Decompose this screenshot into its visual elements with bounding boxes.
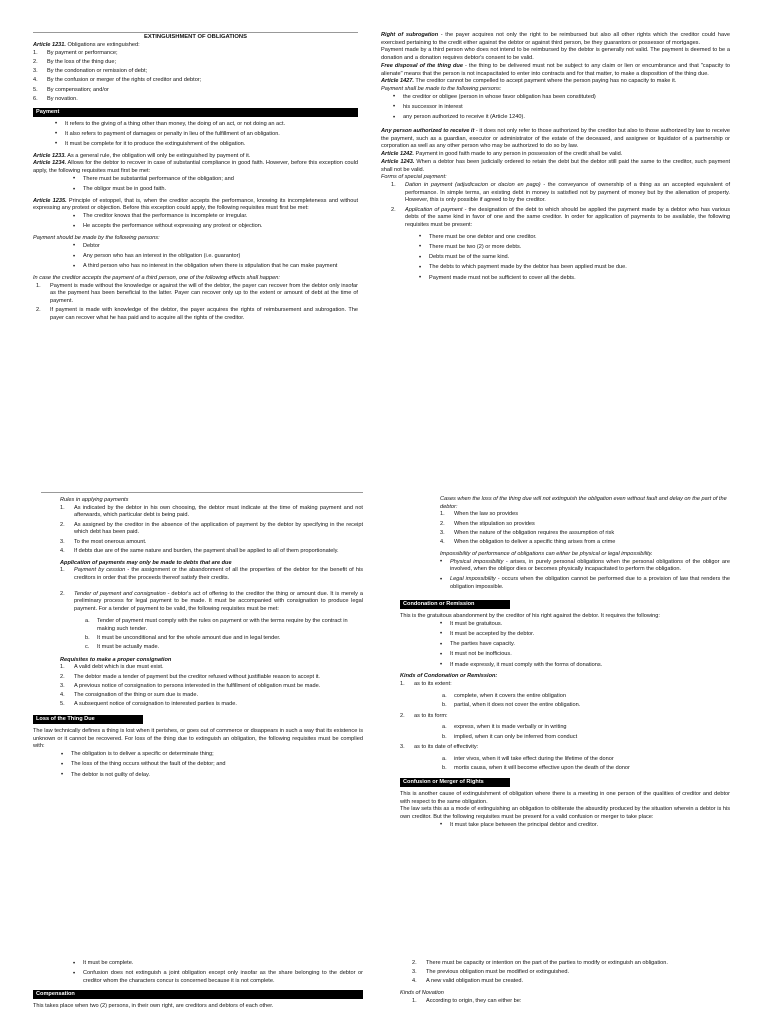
bullet-item: • Debts must be of the same kind. bbox=[419, 254, 730, 262]
bullet-item: • The obligation is to deliver a specific or determinate thing; bbox=[61, 751, 363, 759]
kind-subitems bbox=[442, 693, 730, 710]
consignation-requisite bbox=[60, 683, 363, 691]
list-number: 1. bbox=[391, 181, 396, 188]
third-person-list bbox=[36, 283, 358, 323]
list-number: 3. bbox=[33, 68, 38, 75]
list-text: complete, when it covers the entire obligation bbox=[454, 692, 566, 699]
novation-kind bbox=[412, 998, 730, 1006]
list-text: If payment is made with knowledge of the debtor, the payer acquires the rights of reimbursement and subrogation. The payer can recover what he has paid and to acquire all the rights of the creditor. bbox=[50, 307, 358, 322]
persons-heading: Payment should be made by the following persons: bbox=[33, 235, 160, 242]
list-number: 1. bbox=[400, 680, 405, 687]
rules-heading: Rules in applying payments bbox=[60, 497, 129, 503]
loss-cases-heading: Cases when the loss of the thing due will not extinguish the obligation even without fault and delay on the part of the debtor: bbox=[440, 496, 727, 510]
kinds-list bbox=[400, 681, 730, 773]
list-number: a. bbox=[442, 724, 447, 731]
list-number: 1. bbox=[440, 511, 445, 518]
page1-left-column bbox=[33, 34, 358, 327]
mode-item bbox=[33, 59, 358, 67]
loss-text: The law technically defines a thing is lost when it perishes, or goes out of commerce or disappears in such a way that its existence is unknown or it cannot be recovered. For loss of the thing due to extinguish an obligation, the following requisites must be complied with: bbox=[33, 728, 363, 750]
list-text: As indicated by the debtor in his own choosing, the debtor must indicate at the time of making payment and not afterwards, which particular debt is being paid. bbox=[74, 504, 363, 519]
list-number: 4. bbox=[33, 77, 38, 84]
article-1233: Article 1233. As a general rule, the obligation will only be extinguished by payment of it. bbox=[33, 152, 251, 159]
kind-item bbox=[400, 681, 730, 689]
list-number: a. bbox=[442, 692, 447, 699]
list-term: Application of payment bbox=[405, 206, 463, 213]
loss-cases-list bbox=[440, 511, 730, 546]
list-text: By novation. bbox=[47, 95, 78, 102]
bullet-item: • It must take place between the principal debtor and creditor. bbox=[440, 822, 730, 830]
list-term: Dation in payment (adjudicacion or dacion en pago) bbox=[405, 181, 541, 188]
special-forms-list bbox=[60, 567, 363, 582]
list-definition: - the conveyance of ownership of a thing as an accepted equivalent of performance. In simple terms, an existing debt in money is satisfied not by payment of money but by the alienation of property. However, this is only possible if agreed to by the creditor. bbox=[405, 181, 730, 204]
cession-item: 1. Payment by cession - the assignment or the abandonment of all the properties of the debtor for the benefit of his creditors in order that the proceeds thereof satisfy their credits. bbox=[60, 567, 364, 581]
kind-subitem bbox=[442, 702, 730, 710]
list-number: 3. bbox=[400, 744, 405, 751]
bullet-item: • It must be gratuitous. bbox=[440, 621, 730, 629]
novation-requisites bbox=[412, 960, 730, 986]
kind-group bbox=[400, 744, 730, 752]
bullet-item: • his successor in interest bbox=[393, 104, 730, 112]
novation-kinds-list bbox=[412, 998, 730, 1006]
bullet-item: • It also refers to payment of damages or penalty in lieu of the fulfillment of an obligation. bbox=[55, 131, 358, 139]
special-payment-list bbox=[391, 182, 730, 230]
consignation-requisite bbox=[60, 674, 363, 682]
article-1242: Article 1242. Payment in good faith made to any person in possession of the credit shall be valid. bbox=[381, 151, 623, 158]
novation-requisite bbox=[412, 969, 730, 977]
kinds-heading: Kinds of Condonation or Remission: bbox=[400, 673, 498, 680]
mode-item bbox=[33, 87, 358, 95]
tender-requisite bbox=[85, 635, 363, 643]
list-text: If debts due are of the same nature and burden, the payment shall be applied to all of them proportionately. bbox=[74, 547, 339, 554]
application-requisites bbox=[419, 234, 730, 283]
list-text: It must be actually made. bbox=[97, 644, 160, 650]
bullet-item: • The debtor is not guilty of delay. bbox=[61, 772, 363, 780]
list-number: 2. bbox=[400, 712, 405, 719]
kind-subitems bbox=[442, 724, 730, 741]
list-number: 1. bbox=[60, 664, 65, 671]
condonation-bullets bbox=[440, 621, 730, 670]
novation-kinds-heading: Kinds of Novation bbox=[400, 990, 444, 997]
list-text: as to its form: bbox=[414, 712, 448, 719]
consignation-list bbox=[60, 664, 363, 709]
list-text: When the stipulation so provides bbox=[454, 520, 535, 527]
bullet-item: • The creditor knows that the performance is incomplete or irregular. bbox=[73, 213, 358, 221]
bullet-item: • There must be one debtor and one creditor. bbox=[419, 234, 730, 242]
loss-bullets bbox=[61, 751, 363, 779]
tender-requisite bbox=[85, 644, 363, 652]
bullet-item: • Any person who has an interest in the obligation (i.e. guarantor) bbox=[73, 253, 358, 261]
bullet-item: • the creditor or obligee (person in whose favor obligation has been constituted) bbox=[393, 94, 730, 102]
physical-impossibility: • Physical impossibility - arises, in purely personal obligations when the personal obligations of the obligor are involved, when the obligor dies or becomes physically incapacitated to perform the obligation. bbox=[440, 559, 730, 574]
rule-item bbox=[60, 522, 363, 537]
list-text: A subsequent notice of consignation to interested parties is made. bbox=[74, 701, 237, 708]
bullet-item: • It must be accepted by the debtor. bbox=[440, 631, 730, 639]
bullet-item: • The parties have capacity. bbox=[440, 641, 730, 649]
impossibility-bullets bbox=[440, 559, 730, 592]
list-text: It must be unconditional and for the whole amount due and in legal tender. bbox=[97, 634, 281, 641]
list-text: inter vivos, when it will take effect during the lifetime of the donor bbox=[454, 755, 614, 762]
paid-to-heading: Payment shall be made to the following persons: bbox=[381, 86, 502, 93]
page2-left-rule bbox=[41, 492, 363, 493]
persons-bullets bbox=[73, 243, 358, 271]
tender-list bbox=[60, 591, 363, 614]
tender-item: 2. Tender of payment and consignation - debtor's act of offering to the creditor the thing or amount due. It is merely a preliminary process for legal payment to be made. It must be accompanied with consignation to produce legal payment. For a tender of payment to be valid, the following requisites must be met: bbox=[60, 590, 363, 613]
document-title: EXTINGUISHMENT OF OBLIGATIONS bbox=[144, 34, 247, 40]
loss-case-item bbox=[440, 511, 730, 519]
rule-item bbox=[60, 505, 363, 520]
list-text: Tender of payment must comply with the rules on payment or with the terms require by the contract in making such tender. bbox=[97, 617, 348, 632]
kind-subitem bbox=[442, 734, 730, 742]
consignation-requisite bbox=[60, 692, 363, 700]
bullet-item: • The debts to which payment made by the debtor has been applied must be due. bbox=[419, 264, 730, 272]
list-number: b. bbox=[442, 701, 447, 708]
mode-item bbox=[33, 50, 358, 58]
third-person-effect bbox=[36, 283, 358, 306]
list-number: 1. bbox=[412, 997, 417, 1004]
bullet-item: • Payment made must not be sufficient to cover all the debts. bbox=[419, 275, 730, 283]
list-text: mortis causa, when it will become effective upon the death of the donor bbox=[454, 765, 630, 772]
list-number: 1. bbox=[60, 504, 65, 511]
list-text: By the condonation or remission of debt; bbox=[47, 68, 148, 75]
rule-item bbox=[60, 539, 363, 547]
list-text: By payment or performance; bbox=[47, 49, 118, 56]
list-text: as to its extent: bbox=[414, 680, 452, 687]
rule-item bbox=[60, 548, 363, 556]
page3-left-column bbox=[33, 960, 363, 1010]
list-text: A valid debt which is due must exist. bbox=[74, 664, 164, 671]
list-number: 6. bbox=[33, 95, 38, 102]
kind-item bbox=[400, 713, 730, 721]
bullet-item: • There must be substantial performance of the obligation; and bbox=[73, 176, 358, 184]
special-payment-heading: Forms of special payment: bbox=[381, 174, 447, 181]
article-1235-bullets bbox=[73, 213, 358, 231]
novation-requisite bbox=[412, 978, 730, 986]
kind-subitem bbox=[442, 693, 730, 701]
list-text: Payment is made without the knowledge or against the will of the debtor, the payer can recover from the debtor only insofar as the payment has been beneficial to the latter. Payer can recover only up to the extent or amount of debt at the time of payment. bbox=[50, 282, 358, 305]
list-number: b. bbox=[442, 765, 447, 772]
page1-right-column bbox=[381, 32, 730, 286]
list-number: 2. bbox=[412, 960, 417, 966]
tender-requisites bbox=[85, 618, 363, 652]
bullet-item: • It refers to the giving of a thing other than money, the doing of an act, or not doing an act. bbox=[55, 121, 358, 129]
list-text: When the law so provides bbox=[454, 511, 519, 518]
loss-case-item bbox=[440, 530, 730, 538]
list-definition: - the designation of the debt to which should be applied the payment made by a debtor who has various debts of the same kind in favor of one and the same creditor. In order for application of payments to be available, the following requisites must be present: bbox=[405, 206, 730, 229]
list-text: as to its date of effectivity: bbox=[414, 744, 479, 751]
kind-item bbox=[400, 744, 730, 752]
kind-subitem bbox=[442, 765, 730, 773]
compensation-section-header: Compensation bbox=[33, 990, 363, 999]
article-1234: Article 1234. Allows for the debtor to recover in case of substantial compliance in good faith. However, before this exception could apply, the following requisites must first be met: bbox=[33, 160, 358, 175]
confusion-text-2: The law sets this as a mode of extinguishing an obligation to obliterate the absurdity produced by the situation wherein a debtor is his own creditor. But the following requisites must be present for a valid confusion or merger to take place: bbox=[400, 806, 730, 821]
tender-requisite bbox=[85, 618, 363, 633]
page3-bullets bbox=[73, 960, 363, 986]
bullet-item: • It must be complete for it to produce the extinguishment of the obligation. bbox=[55, 141, 358, 149]
article-1427: Article 1427. The creditor cannot be compelled to accept payment where the person paying has no capacity to make it. bbox=[381, 78, 677, 85]
impossibility-heading: Impossibility of performance of obligations can either be physical or legal impossibility. bbox=[440, 550, 653, 557]
loss-case-item bbox=[440, 521, 730, 529]
condonation-section-header: Condonation or Remission bbox=[400, 600, 510, 609]
list-number: 2. bbox=[440, 520, 445, 527]
special-payment-item bbox=[391, 207, 730, 230]
list-number: 2. bbox=[36, 307, 41, 314]
condonation-text: This is the gratuitous abandonment by the creditor of his right against the debtor. It requires the following: bbox=[400, 612, 660, 619]
authorized-person: Any person authorized to receive it - it does not only refer to those authorized by the creditor but also to those authorized by law to receive the payment, such as a guardian, executor or administrator of the estate of the deceased, and assignee or liquidator of a partnership or corporation as well as any other person who may be authorized to do so by law. bbox=[381, 127, 730, 150]
third-person-payment-note: Payment made by a third person who does not intend to be reimbursed by the debtor is generally not valid. The payment is deemed to be a donation and a donation requires debtor's consent to be valid. bbox=[381, 47, 730, 62]
list-number: 4. bbox=[60, 692, 65, 699]
bullet-item: • any person authorized to receive it (Article 1240). bbox=[393, 114, 730, 122]
bullet-item: • There must be two (2) or more debts. bbox=[419, 244, 730, 252]
list-number: b. bbox=[442, 733, 447, 740]
payment-bullets bbox=[55, 121, 358, 149]
list-text: express, when it is made verbally or in writing bbox=[454, 724, 567, 731]
list-text: The debtor made a tender of payment but the creditor refused without justifiable reason to accept it. bbox=[74, 673, 320, 680]
list-text: When the obligation to deliver a specific thing arises from a crime bbox=[454, 539, 616, 546]
list-number: 4. bbox=[60, 547, 65, 554]
list-number: 3. bbox=[412, 969, 417, 976]
page2-left-column bbox=[33, 492, 363, 783]
mode-item bbox=[33, 68, 358, 76]
list-text: As assigned by the creditor in the absence of the application of payment by the debtor by specifying in the receipt which debt has been paid. bbox=[74, 521, 363, 536]
bullet-item: • Confusion does not extinguish a joint obligation except only insofar as the share belonging to the debtor or creditor whom the characters concur is concerned because it is not complete. bbox=[73, 970, 363, 985]
modes-list bbox=[33, 50, 358, 104]
due-heading: Application of payments may only be made to debts that are due bbox=[60, 559, 232, 566]
list-text: The consignation of the thing or sum due is made. bbox=[74, 692, 199, 699]
list-number: 1. bbox=[33, 49, 38, 56]
mode-item bbox=[33, 77, 358, 85]
list-number: 1. bbox=[36, 282, 41, 289]
page3-right-column bbox=[400, 960, 730, 1010]
list-number: 4. bbox=[412, 978, 417, 985]
list-number: 3. bbox=[440, 529, 445, 536]
list-number: 4. bbox=[440, 539, 445, 546]
list-number: a. bbox=[85, 617, 90, 624]
article-1234-bullets bbox=[73, 176, 358, 194]
list-number: 5. bbox=[33, 86, 38, 93]
bullet-item: • The obligor must be in good faith. bbox=[73, 186, 358, 194]
list-number: 2. bbox=[391, 206, 396, 213]
list-text: A new valid obligation must be created. bbox=[426, 978, 524, 985]
list-number: a. bbox=[442, 755, 447, 762]
bullet-item: • It must be complete. bbox=[73, 960, 363, 968]
bullet-item: • He accepts the performance without expressing any protest or objection. bbox=[73, 223, 358, 231]
list-number: c. bbox=[85, 644, 90, 650]
article-1243: Article 1243. When a debtor has been judicially ordered to retain the debt but the debtor still paid the same to the creditor, such payment shall not be valid. bbox=[381, 158, 730, 173]
compensation-text: This takes place when two (2) persons, in their own right, are creditors and debtors of each other. bbox=[33, 1002, 274, 1009]
mode-item bbox=[33, 96, 358, 104]
bullet-item: • The loss of the thing occurs without the fault of the debtor; and bbox=[61, 761, 363, 769]
article-1231: Article 1231. Obligations are extinguished: bbox=[33, 41, 140, 48]
consignation-heading: Requisites to make a proper consignation bbox=[60, 656, 172, 663]
confusion-bullets bbox=[440, 822, 730, 830]
list-number: 3. bbox=[60, 538, 65, 545]
third-person-effect bbox=[36, 307, 358, 322]
list-text: There must be capacity or intention on the part of the parties to modify or extinguish an obligation. bbox=[426, 960, 668, 966]
list-text: According to origin, they can either be: bbox=[426, 997, 522, 1004]
list-number: 2. bbox=[60, 673, 65, 680]
page1-top-rule bbox=[33, 32, 358, 33]
consignation-requisite bbox=[60, 701, 363, 709]
kind-group bbox=[400, 681, 730, 689]
list-number: 2. bbox=[33, 58, 38, 65]
paid-to-bullets bbox=[393, 94, 730, 122]
article-1235: Article 1235. Principle of estoppel, that is, when the creditor accepts the performance, knowing its incompleteness and without expressing any protest or objection. Before this exception could apply, the following requisites must first be met: bbox=[33, 197, 358, 212]
loss-case-item bbox=[440, 539, 730, 547]
list-text bbox=[405, 207, 730, 230]
list-number: b. bbox=[85, 634, 90, 641]
right-of-subrogation: Right of subrogation - the payer acquires not only the right to be reimbursed but also all other rights which the creditor could have exercised pertaining to the credit either against the debtor or against third person, be they guarantors or possessor of mortgages. bbox=[381, 32, 730, 46]
list-number: 3. bbox=[60, 682, 65, 689]
rules-list bbox=[60, 505, 363, 556]
novation-requisite bbox=[412, 960, 730, 968]
kind-subitems bbox=[442, 756, 730, 773]
list-text: By compensation; and/or bbox=[47, 86, 109, 93]
list-text: A previous notice of consignation to persons interested in the fulfillment of obligation must be made. bbox=[74, 682, 321, 689]
confusion-text-1: This is another cause of extinguishment of obligation where there is a meeting in one person of the qualities of creditor and debtor with respect to the same obligation. bbox=[400, 790, 730, 805]
list-number: 2. bbox=[60, 521, 65, 528]
list-text bbox=[405, 182, 730, 205]
list-text: implied, when it can only be inferred from conduct bbox=[454, 733, 578, 740]
kind-group bbox=[400, 713, 730, 721]
page2-right-column bbox=[400, 496, 730, 834]
bullet-item: • A third person who has no interest in the obligation when there is stipulation that he can make payment bbox=[73, 263, 358, 271]
list-text: The previous obligation must be modified or extinguished. bbox=[426, 969, 570, 976]
bullet-item: • Debtor bbox=[73, 243, 358, 251]
kind-subitem bbox=[442, 756, 730, 764]
list-text: When the nature of the obligation requires the assumption of risk bbox=[454, 529, 615, 536]
loss-section-header: Loss of the Thing Due bbox=[33, 715, 143, 724]
bullet-item: • It must not be inofficious. bbox=[440, 651, 730, 659]
third-person-heading: In case the creditor accepts the payment of a third person, one of the following effects shall happen: bbox=[33, 275, 280, 282]
kind-subitem bbox=[442, 724, 730, 732]
confusion-section-header: Confusion or Merger of Rights bbox=[400, 778, 510, 787]
list-text: To the most onerous amount. bbox=[74, 538, 147, 545]
special-payment-item bbox=[391, 182, 730, 205]
list-text: By the loss of the thing due; bbox=[47, 58, 117, 65]
bullet-item: • If made expressly, it must comply with the forms of donations. bbox=[440, 662, 730, 670]
list-number: 5. bbox=[60, 701, 65, 708]
legal-impossibility: • Legal impossibility - occurs when the obligation cannot be performed due to a provision of law that renders the obligation impossible. bbox=[440, 576, 730, 591]
list-text: By the confusion or merger of the rights of creditor and debtor; bbox=[47, 77, 202, 84]
list-text: partial, when it does not cover the entire obligation. bbox=[454, 701, 581, 708]
consignation-requisite bbox=[60, 664, 363, 672]
free-disposal: Free disposal of the thing due - the thing to be delivered must not be subject to any claim or lien or encumbrance and that "capacity to alienate" means that the person is not incapacitated to enter into contracts and for that matter, to make a disposition of the thing due. bbox=[381, 62, 730, 77]
payment-section-header: Payment bbox=[33, 108, 358, 117]
